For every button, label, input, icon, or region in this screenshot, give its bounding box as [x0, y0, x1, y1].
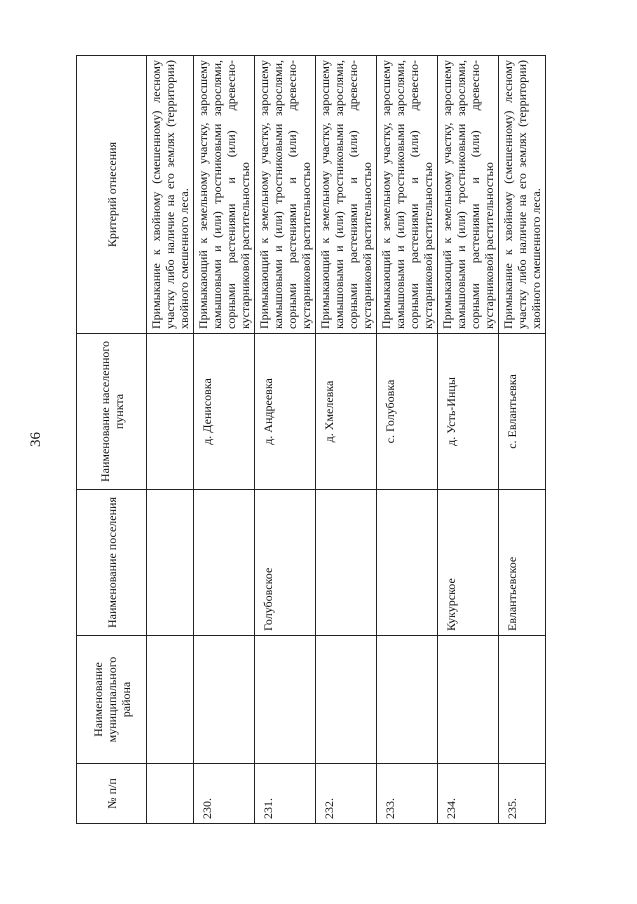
- header-criterion: Критерий отнесения: [77, 56, 147, 334]
- row-locality: д. Усть-Инцы: [438, 334, 499, 490]
- row-criterion: Примыкание к хвойному (смешенному) лесному участку либо наличие на его землях (территории) хвойного смешенного леса.: [499, 56, 546, 334]
- row-locality: с. Голубовка: [377, 334, 438, 490]
- row-num: 231.: [255, 764, 316, 824]
- row-num: 230.: [194, 764, 255, 824]
- row-settlement: [316, 490, 377, 636]
- row-settlement: [147, 490, 194, 636]
- row-district: [438, 636, 499, 764]
- settlements-table: [76, 55, 546, 824]
- table-row: [316, 56, 377, 824]
- row-district: [316, 636, 377, 764]
- row-district: [377, 636, 438, 764]
- row-locality: д. Андреевка: [255, 334, 316, 490]
- row-criterion: Примыкающий к земельному участку, заросшему камышовыми и (или) тростниковыми зарослями, сорными растениями и (или) древесно-кустарниковой растительностью: [194, 56, 255, 334]
- row-district: [194, 636, 255, 764]
- row-locality: д. Денисовка: [194, 334, 255, 490]
- row-settlement: [377, 490, 438, 636]
- row-criterion: Примыкающий к земельному участку, заросшему камышовыми и (или) тростниковыми зарослями, сорными растениями и (или) древесно-кустарниковой растительностью: [316, 56, 377, 334]
- row-settlement: Кукурское: [438, 490, 499, 636]
- row-num: 234.: [438, 764, 499, 824]
- row-num: [147, 764, 194, 824]
- row-locality: [147, 334, 194, 490]
- row-num: 233.: [377, 764, 438, 824]
- table-row: [255, 56, 316, 824]
- row-num: 235.: [499, 764, 546, 824]
- table-row: [377, 56, 438, 824]
- table-row: [499, 56, 546, 824]
- row-settlement: Голубовское: [255, 490, 316, 636]
- row-criterion: Примыкающий к земельному участку, заросшему камышовыми и (или) тростниковыми зарослями, сорными растениями и (или) древесно-кустарниковой растительностью: [255, 56, 316, 334]
- row-district: [147, 636, 194, 764]
- page-number: 36: [28, 432, 44, 447]
- row-criterion: Примыкающий к земельному участку, заросшему камышовыми и (или) тростниковыми зарослями, сорными растениями и (или) древесно-кустарниковой растительностью: [438, 56, 499, 334]
- row-locality: д. Хмелевка: [316, 334, 377, 490]
- row-district: [499, 636, 546, 764]
- row-criterion: Примыкающий к земельному участку, заросшему камышовыми и (или) тростниковыми зарослями, сорными растениями и (или) древесно-кустарниковой растительностью: [377, 56, 438, 334]
- row-criterion: Примыкание к хвойному (смешенному) лесному участку либо наличие на его землях (территории) хвойного смешенного леса.: [147, 56, 194, 334]
- row-settlement: [194, 490, 255, 636]
- rotated-page: [76, 56, 543, 824]
- header-district: Наименование муниципального района: [77, 636, 147, 764]
- row-settlement: Евлантьевское: [499, 490, 546, 636]
- header-locality: Наименование населенного пункта: [77, 334, 147, 490]
- header-num: № п/п: [77, 764, 147, 824]
- table-header-row: [77, 56, 147, 824]
- table-row: [194, 56, 255, 824]
- row-district: [255, 636, 316, 764]
- row-num: 232.: [316, 764, 377, 824]
- table-row: [438, 56, 499, 824]
- row-locality: с. Евлантьевка: [499, 334, 546, 490]
- table-row: [147, 56, 194, 824]
- header-settlement: Наименование поселения: [77, 490, 147, 636]
